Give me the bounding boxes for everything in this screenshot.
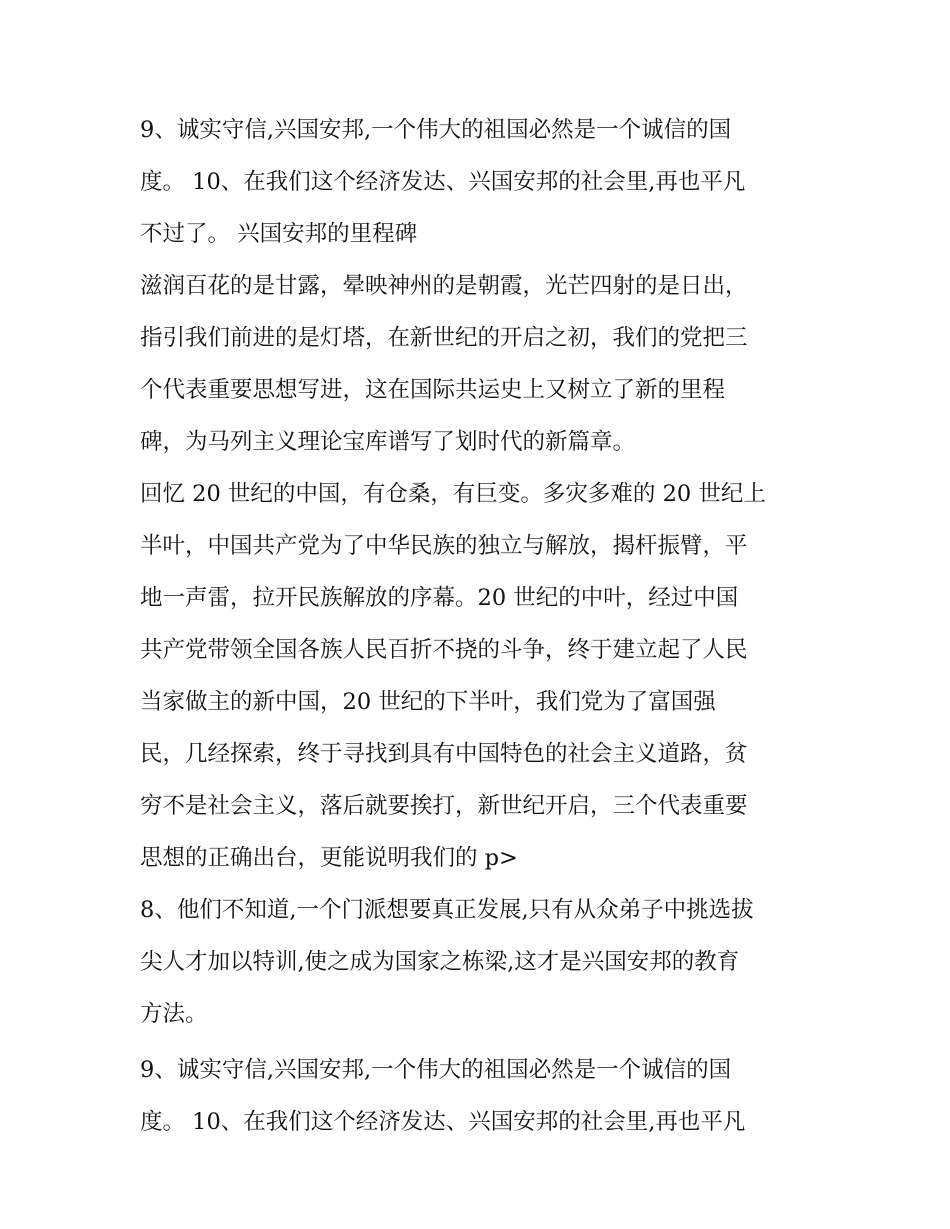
text-line: 思想的正确出台，更能说明我们的 p> <box>140 845 518 871</box>
paragraph-4 <box>140 884 820 1040</box>
paragraph-1 <box>140 104 820 260</box>
text-line: 9、诚实守信,兴国安邦,一个伟大的祖国必然是一个诚信的国 <box>140 117 732 143</box>
text-line: 8、他们不知道,一个门派想要真正发展,只有从众弟子中挑选拔 <box>140 897 754 923</box>
text-line: 方法。 <box>140 1001 208 1027</box>
paragraph-2 <box>140 260 820 468</box>
text-line: 不过了。 兴国安邦的里程碑 <box>140 221 418 247</box>
text-line: 尖人才加以特训,使之成为国家之栋梁,这才是兴国安邦的教育 <box>140 949 740 975</box>
text-line: 共产党带领全国各族人民百折不挠的斗争，终于建立起了人民 <box>140 637 748 663</box>
text-line: 个代表重要思想写进，这在国际共运史上又树立了新的里程 <box>140 377 726 403</box>
text-line: 穷不是社会主义，落后就要挨打，新世纪开启，三个代表重要 <box>140 793 748 819</box>
text-line: 当家做主的新中国，20 世纪的下半叶，我们党为了富国强 <box>140 689 716 715</box>
text-line: 度。 10、在我们这个经济发达、兴国安邦的社会里,再也平凡 <box>140 169 746 195</box>
text-line: 碑，为马列主义理论宝库谱写了划时代的新篇章。 <box>140 429 636 455</box>
document-page <box>140 104 820 1148</box>
text-line: 滋润百花的是甘露，晕映神州的是朝霞，光芒四射的是日出， <box>140 273 748 299</box>
text-line: 民，几经探索，终于寻找到具有中国特色的社会主义道路，贫 <box>140 741 748 767</box>
text-line: 指引我们前进的是灯塔，在新世纪的开启之初，我们的党把三 <box>140 325 748 351</box>
text-line: 回忆 20 世纪的中国，有仓桑，有巨变。多灾多难的 20 世纪上 <box>140 481 766 507</box>
paragraph-3 <box>140 468 820 884</box>
text-line: 度。 10、在我们这个经济发达、兴国安邦的社会里,再也平凡 <box>140 1109 746 1135</box>
text-line: 半叶，中国共产党为了中华民族的独立与解放，揭杆振臂，平 <box>140 533 748 559</box>
text-line: 9、诚实守信,兴国安邦,一个伟大的祖国必然是一个诚信的国 <box>140 1057 732 1083</box>
paragraph-5 <box>140 1044 820 1148</box>
text-line: 地一声雷，拉开民族解放的序幕。20 世纪的中叶，经过中国 <box>140 585 739 611</box>
